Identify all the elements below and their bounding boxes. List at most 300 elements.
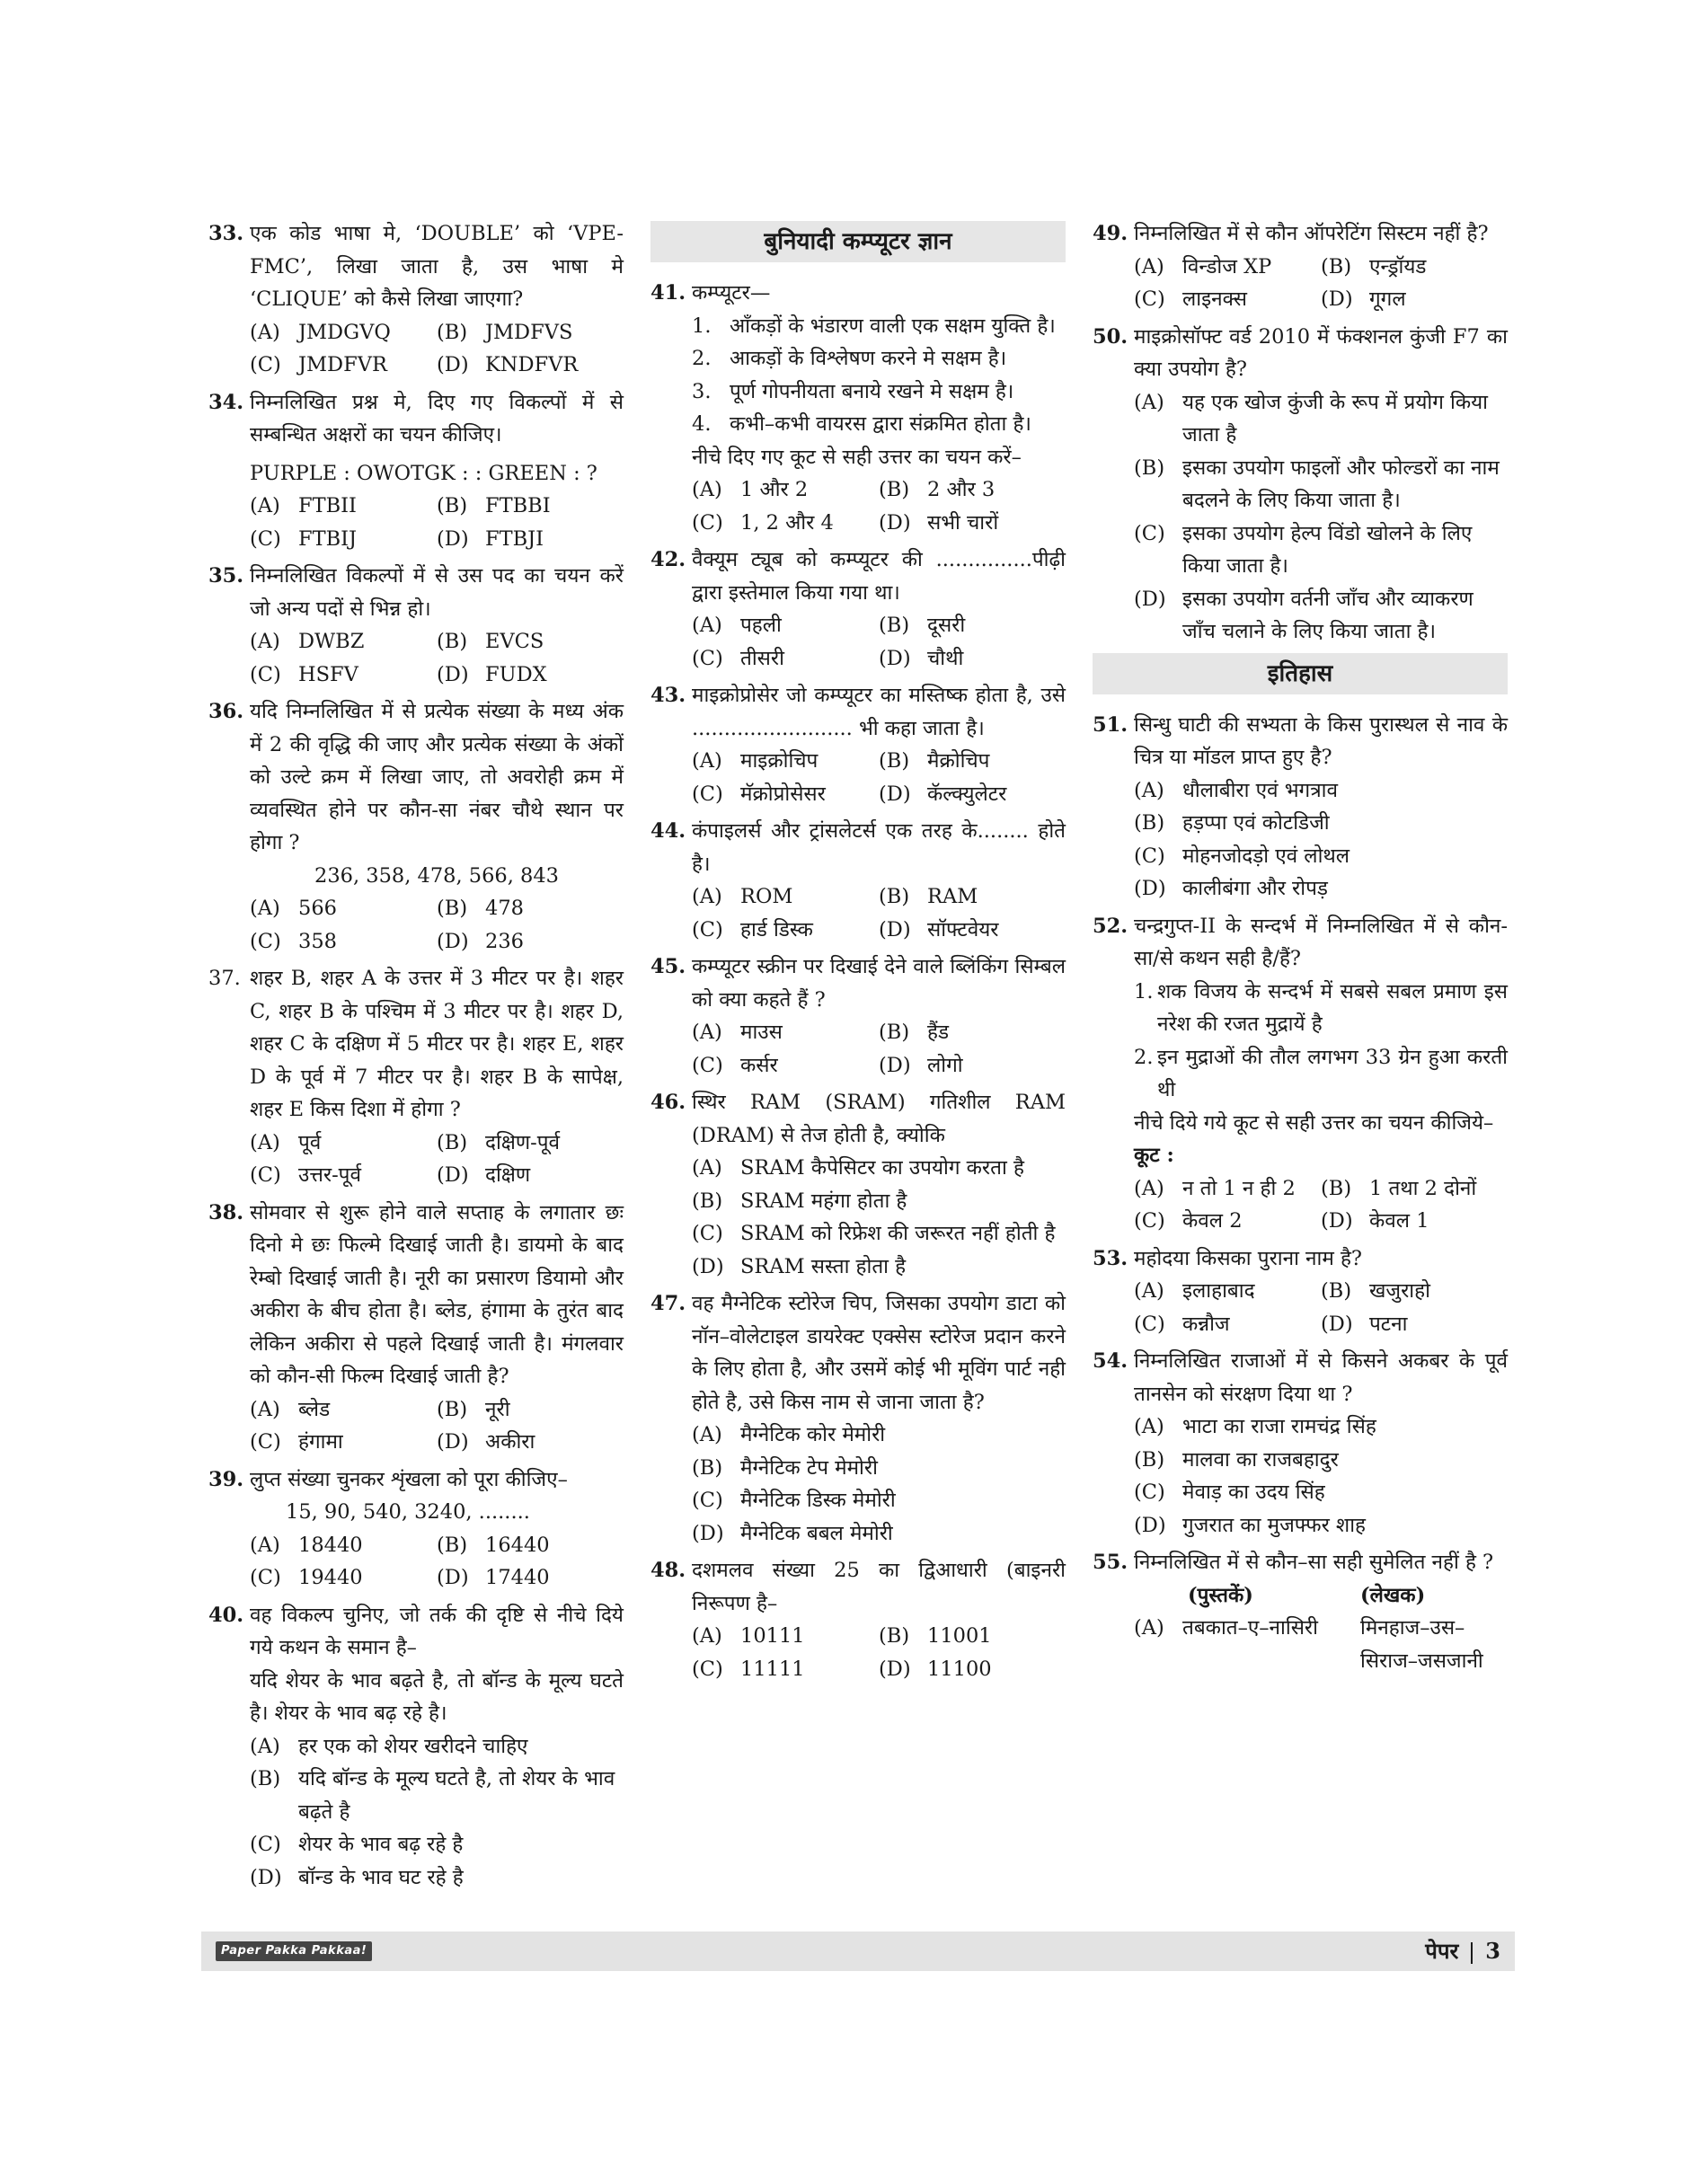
option-text: FTBIJ	[298, 526, 358, 551]
option-d	[437, 1561, 624, 1595]
option-label: (D)	[437, 662, 469, 686]
match-table-header	[1134, 1579, 1508, 1613]
option-text: JMDFVS	[485, 320, 573, 344]
option-text: 1 तथा 2 दोनों	[1369, 1176, 1477, 1200]
option-a	[1134, 251, 1321, 284]
options	[1134, 774, 1508, 906]
option-c	[692, 1049, 879, 1083]
option-label: (D)	[879, 1053, 911, 1077]
question-text: कंपाइलर्स और ट्रांसलेटर्स एक तरह के........ होते है।	[692, 819, 1066, 876]
option-label: (A)	[692, 1624, 722, 1648]
option-label: (A)	[692, 1021, 722, 1044]
option-d	[879, 914, 1066, 947]
column-left	[208, 217, 624, 1898]
statement	[1134, 1041, 1508, 1107]
option-a	[250, 316, 437, 349]
option-a	[692, 473, 879, 507]
option-text: चौथी	[927, 646, 964, 670]
option-text: केवल 1	[1369, 1209, 1429, 1233]
option-c	[692, 914, 879, 947]
option-label: (D)	[1321, 287, 1353, 311]
footer-label: पेपर	[1425, 1938, 1459, 1964]
question-number: 42.	[650, 548, 686, 571]
option-b	[1134, 452, 1508, 517]
brand-logo: Paper Pakka Pakkaa!	[216, 1941, 372, 1961]
option-label: (B)	[437, 630, 468, 653]
question-51	[1093, 709, 1508, 906]
option-a	[692, 1419, 1066, 1452]
question-33	[208, 217, 624, 382]
option-label: (B)	[879, 614, 910, 637]
option-text: दक्षिण-पूर्व	[485, 1130, 561, 1154]
option-text: एन्ड्रॉयड	[1369, 254, 1427, 278]
question-53	[1093, 1242, 1508, 1341]
option-label: (B)	[437, 494, 468, 517]
statement-number: 2.	[1134, 1045, 1154, 1069]
question-42	[650, 544, 1066, 675]
question-text: यदि निम्नलिखित में से प्रत्येक संख्या के मध्य अंक में 2 की वृद्धि की जाए और प्रत्येक संख्या के अंकों को उल्टे क्रम में लिखा जाए, तो अवरोही क्रम में व्यवस्थित होने पर कौन-सा नंबर चौथे स्थान पर होगा ?	[250, 700, 624, 854]
question-text: निम्नलिखित में से कौन ऑपरेटिंग सिस्टम नहीं है?	[1134, 222, 1489, 245]
option-label: (A)	[692, 885, 722, 908]
option-text: KNDFVR	[485, 353, 579, 376]
option-label: (B)	[879, 885, 910, 908]
question-43	[650, 679, 1066, 810]
option-text: कॅल्क्युलेटर	[927, 782, 1007, 806]
option-text: SRAM महंगा होता है	[740, 1189, 907, 1213]
option-label: (B)	[1321, 1176, 1352, 1200]
option-label: (B)	[692, 1189, 723, 1213]
question-text: वह विकल्प चुनिए, जो तर्क की दृष्टि से नीचे दिये गये कथन के समान है–	[250, 1603, 624, 1659]
option-label: (A)	[250, 320, 280, 344]
options	[692, 1419, 1066, 1550]
option-label: (B)	[1321, 254, 1352, 278]
question-38	[208, 1197, 624, 1459]
option-label: (D)	[879, 782, 911, 806]
option-text: पहली	[740, 614, 782, 637]
option-c	[1134, 283, 1321, 316]
question-extra: यदि शेयर के भाव बढ़ते है, तो बॉन्ड के मूल्य घटते है। शेयर के भाव बढ़ रहे है।	[250, 1668, 624, 1725]
koot-label: कूट :	[1134, 1144, 1174, 1167]
option-label: (D)	[879, 510, 911, 535]
options	[692, 1016, 1066, 1082]
statement-text: आँकड़ों के भंडारण वाली एक सक्षम युक्ति है।	[730, 314, 1056, 338]
option-label: (C)	[692, 917, 723, 941]
option-label: (D)	[437, 526, 469, 551]
option-d	[879, 1049, 1066, 1083]
options	[1134, 1275, 1508, 1340]
option-text: तीसरी	[740, 646, 784, 670]
option-label: (A)	[250, 897, 280, 920]
option-label: (B)	[1134, 455, 1165, 480]
option-text: पूर्व	[298, 1130, 322, 1154]
option-d	[879, 642, 1066, 676]
page-number: 3	[1485, 1938, 1500, 1964]
option-text: मैग्नेटिक डिस्क मेमोरी	[740, 1489, 896, 1512]
option-text: ब्लेड	[298, 1397, 331, 1421]
option-label: (B)	[879, 1021, 910, 1044]
options	[250, 316, 624, 382]
option-label: (A)	[250, 1397, 280, 1421]
option-a	[692, 1016, 879, 1049]
option-label: (A)	[250, 1734, 280, 1758]
option-a	[250, 1730, 624, 1764]
option-text: खजुराहो	[1369, 1279, 1430, 1303]
option-label: (B)	[437, 320, 468, 344]
option-text: JMDGVQ	[298, 320, 391, 344]
option-a	[692, 745, 879, 778]
option-c	[692, 642, 879, 676]
option-text: लाइनक्स	[1182, 287, 1247, 311]
option-b	[879, 745, 1066, 778]
option-text: पटना	[1369, 1312, 1408, 1336]
option-d	[1134, 872, 1508, 906]
option-a	[692, 880, 879, 914]
option-text: ROM	[740, 885, 793, 908]
match-row	[1134, 1612, 1508, 1677]
option-text: धौलाबीरा एवं भगत्राव	[1182, 778, 1338, 802]
option-text: मैग्नेटिक कोर मेमोरी	[740, 1423, 886, 1446]
option-b	[250, 1763, 624, 1828]
option-label: (D)	[1134, 877, 1166, 900]
question-extra: PURPLE : OWOTGK : : GREEN : ?	[250, 461, 597, 485]
option-a	[250, 1127, 437, 1160]
option-text: मैक्रोचिप	[927, 749, 990, 773]
option-label: (D)	[879, 917, 911, 941]
option-text: सॉफ्टवेयर	[927, 917, 999, 941]
statement-number: 1.	[692, 314, 712, 338]
option-a	[250, 1529, 437, 1562]
option-text: FUDX	[485, 662, 547, 686]
statement-number: 1.	[1134, 979, 1154, 1003]
option-text: 11001	[927, 1624, 992, 1648]
question-number: 50.	[1093, 324, 1128, 349]
question-number: 52.	[1093, 914, 1128, 938]
question-number: 44.	[650, 819, 686, 843]
author-name: मिनहाज–उस–सिराज–जसजानी	[1360, 1616, 1483, 1673]
option-text: मैग्नेटिक बबल मेमोरी	[740, 1521, 893, 1545]
options	[692, 473, 1066, 539]
option-text: अकीरा	[485, 1430, 535, 1454]
question-text: कम्प्यूटर—	[692, 281, 771, 305]
question-number: 34.	[208, 390, 244, 414]
question-34	[208, 386, 624, 556]
option-label: (D)	[1321, 1209, 1353, 1233]
option-label: (C)	[250, 662, 281, 686]
question-text: निम्नलिखित में से कौन–सा सही सुमेलित नहीं है ?	[1134, 1551, 1494, 1574]
option-label: (B)	[437, 1130, 468, 1154]
option-d	[1321, 1308, 1508, 1341]
option-label: (B)	[879, 478, 910, 501]
option-text: लोगो	[927, 1053, 963, 1077]
question-number: 43.	[650, 684, 686, 707]
page-label	[1425, 1932, 1500, 1971]
option-text: 10111	[740, 1624, 805, 1648]
option-label: (C)	[250, 353, 281, 376]
question-number: 41.	[650, 281, 686, 305]
statement-text: कभी–कभी वायरस द्वारा संक्रमित होता है।	[730, 412, 1031, 436]
option-d	[437, 523, 624, 556]
option-text: केवल 2	[1182, 1209, 1243, 1233]
options	[250, 1529, 624, 1595]
options	[1134, 1172, 1508, 1238]
option-a	[1134, 1172, 1321, 1206]
question-49	[1093, 217, 1508, 316]
options	[692, 609, 1066, 675]
option-label: (B)	[879, 1624, 910, 1648]
option-text: 1, 2 और 4	[740, 510, 834, 535]
option-d	[437, 1159, 624, 1192]
option-label: (A)	[692, 749, 722, 773]
option-label: (C)	[1134, 844, 1165, 868]
option-label: (A)	[1134, 1616, 1164, 1640]
option-label: (C)	[692, 1489, 723, 1512]
option-d	[879, 778, 1066, 811]
option-text: हार्ड डिस्क	[740, 917, 813, 941]
option-label: (B)	[692, 1455, 723, 1480]
question-40	[208, 1599, 624, 1895]
option-label: (A)	[1134, 1176, 1164, 1200]
option-d	[437, 659, 624, 692]
option-c	[250, 925, 437, 959]
option-label: (A)	[250, 1130, 280, 1154]
option-label: (B)	[437, 897, 468, 920]
option-text: गूगल	[1369, 287, 1406, 311]
option-text: 358	[298, 929, 337, 953]
option-text: नूरी	[485, 1397, 510, 1421]
option-label: (A)	[1134, 390, 1164, 414]
option-b	[692, 1452, 1066, 1485]
question-text: निम्नलिखित विकल्पों में से उस पद का चयन करें जो अन्य पदों से भिन्न हो।	[250, 564, 624, 621]
question-text: एक कोड भाषा मे, ‘DOUBLE’ को ‘VPE-FMC’, लिखा जाता है, उस भाषा मे ‘CLIQUE’ को कैसे लिखा जाएगा?	[250, 222, 624, 311]
options	[1134, 1410, 1508, 1542]
option-text: 1 और 2	[740, 478, 809, 501]
option-d	[437, 349, 624, 382]
option-text: 2 और 3	[927, 478, 996, 501]
option-label: (C)	[250, 1163, 281, 1187]
options	[250, 1127, 624, 1192]
question-text: निम्नलिखित प्रश्न मे, दिए गए विकल्पों में से सम्बन्धित अक्षरों का चयन कीजिए।	[250, 390, 624, 446]
option-text: मालवा का राजबहादुर	[1182, 1447, 1339, 1472]
option-label: (D)	[1321, 1312, 1353, 1336]
option-d	[879, 1653, 1066, 1686]
option-text: 478	[485, 897, 524, 920]
statement	[692, 408, 1066, 441]
option-label: (B)	[1134, 1447, 1165, 1472]
question-text: माइक्रोप्रोसेर जो कम्प्यूटर का मस्तिष्क होता है, उसे ......................... भी कहा जाता है।	[692, 684, 1066, 740]
option-b	[879, 880, 1066, 914]
option-b	[1321, 1275, 1508, 1308]
question-48	[650, 1554, 1066, 1685]
option-text: 16440	[485, 1533, 550, 1557]
option-text: हैंड	[927, 1021, 949, 1044]
option-text: 17440	[485, 1566, 550, 1589]
option-text: इलाहाबाद	[1182, 1279, 1255, 1303]
option-a	[1134, 1275, 1321, 1308]
question-text: चन्द्रगुप्त-II के सन्दर्भ में निम्नलिखित में से कौन-सा/से कथन सही है/हैं?	[1134, 914, 1508, 970]
statement-text: आकड़ों के विश्लेषण करने मे सक्षम है।	[730, 347, 1007, 370]
question-number: 49.	[1093, 222, 1128, 245]
question-number: 33.	[208, 222, 244, 245]
option-d	[437, 1426, 624, 1459]
option-label: (C)	[250, 526, 281, 551]
options	[250, 1730, 624, 1895]
option-text: HSFV	[298, 662, 358, 686]
option-a	[250, 490, 437, 523]
question-number: 35.	[208, 564, 244, 588]
option-c	[250, 1828, 624, 1861]
option-text: यह एक खोज कुंजी के रूप में प्रयोग किया जाता है	[1182, 390, 1488, 446]
option-label: (D)	[879, 1657, 911, 1681]
statement-number: 4.	[692, 412, 712, 436]
question-text: स्थिर RAM (SRAM) गतिशील RAM (DRAM) से तेज होती है, क्योकि	[692, 1091, 1066, 1147]
option-b	[692, 1185, 1066, 1218]
question-text: कम्प्यूटर स्क्रीन पर दिखाई देने वाले ब्लिंकिंग सिम्बल को क्या कहते हैं ?	[692, 955, 1066, 1012]
option-label: (B)	[437, 1397, 468, 1421]
question-44	[650, 815, 1066, 946]
option-text: 19440	[298, 1566, 363, 1589]
option-text: कन्नौज	[1182, 1312, 1230, 1336]
option-text: FTBJI	[485, 526, 544, 551]
option-label: (B)	[879, 749, 910, 773]
option-d	[250, 1861, 624, 1895]
option-label: (C)	[1134, 1209, 1165, 1233]
question-number: 40.	[208, 1603, 244, 1627]
question-46	[650, 1086, 1066, 1283]
statement	[1134, 976, 1508, 1041]
option-label: (D)	[692, 1521, 724, 1545]
option-c	[692, 1217, 1066, 1251]
option-a	[1134, 774, 1508, 808]
question-extra: नीचे दिये गये कूट से सही उत्तर का चयन कीजिये–	[1134, 1110, 1494, 1135]
option-b	[1134, 1444, 1508, 1477]
option-b	[879, 1620, 1066, 1653]
question-text: महोदया किसका पुराना नाम है?	[1134, 1246, 1362, 1270]
option-text: SRAM कैपेसिटर का उपयोग करता है	[740, 1156, 1024, 1180]
option-text: 236	[485, 929, 524, 953]
statement	[692, 376, 1066, 409]
option-text: मेवाड़ का उदय सिंह	[1182, 1481, 1325, 1504]
option-d	[437, 925, 624, 959]
option-label: (A)	[250, 1533, 280, 1557]
options	[692, 1620, 1066, 1685]
option-a	[250, 625, 437, 659]
option-label: (C)	[1134, 1312, 1165, 1336]
book-name: तबकात–ए–नासिरी	[1182, 1616, 1318, 1640]
option-label: (A)	[250, 494, 280, 517]
option-label: (C)	[250, 929, 281, 953]
question-number: 45.	[650, 955, 686, 978]
option-label: (D)	[437, 1566, 469, 1589]
column-middle	[650, 217, 1066, 1690]
number-series: 15, 90, 540, 3240, ........	[286, 1500, 530, 1524]
option-label: (B)	[250, 1767, 281, 1790]
footer-divider	[1471, 1942, 1473, 1964]
question-35	[208, 560, 624, 691]
option-b	[1134, 807, 1508, 840]
question-extra: नीचे दिए गए कूट से सही उत्तर का चयन करें–	[692, 445, 1022, 469]
option-d	[1321, 283, 1508, 316]
option-c	[692, 778, 879, 811]
options	[250, 490, 624, 555]
column-right	[1093, 217, 1508, 1682]
option-c	[692, 507, 879, 540]
option-text: कालीबंगा और रोपड़	[1182, 877, 1328, 900]
option-c	[692, 1484, 1066, 1517]
question-text: सिन्धु घाटी की सभ्यता के किस पुरास्थल से नाव के चित्र या मॉडल प्राप्त हुए है?	[1134, 712, 1508, 769]
option-d	[692, 1251, 1066, 1284]
option-label: (D)	[437, 1163, 469, 1187]
authors-column-header: (लेखक)	[1360, 1583, 1426, 1607]
statement-number: 2.	[692, 347, 712, 370]
option-label: (D)	[437, 1430, 469, 1454]
option-b	[437, 625, 624, 659]
option-label: (D)	[437, 353, 469, 376]
option-text: विन्डोज XP	[1182, 254, 1272, 278]
question-number: 36.	[208, 700, 244, 723]
statement	[692, 342, 1066, 376]
option-text: RAM	[927, 885, 978, 908]
options	[250, 892, 624, 958]
option-text: कर्सर	[740, 1053, 778, 1077]
question-number: 51.	[1093, 712, 1128, 737]
option-text: माइक्रोचिप	[740, 749, 819, 773]
option-label: (C)	[250, 1833, 281, 1856]
options	[250, 625, 624, 691]
option-text: भाटा का राजा रामचंद्र सिंह	[1182, 1415, 1376, 1438]
option-text: यदि बॉन्ड के मूल्य घटते है, तो शेयर के भाव बढ़ते है	[298, 1767, 615, 1824]
option-label: (D)	[437, 929, 469, 953]
option-label: (A)	[692, 478, 722, 501]
option-label: (C)	[692, 1657, 723, 1681]
question-number: 38.	[208, 1200, 244, 1224]
option-b	[1321, 251, 1508, 284]
option-a	[250, 892, 437, 925]
option-d	[1321, 1205, 1508, 1238]
statement-text: शक विजय के सन्दर्भ में सबसे सबल प्रमाण इस नरेश की रजत मुद्रायें है	[1157, 979, 1508, 1036]
option-text: 11111	[740, 1657, 805, 1681]
option-b	[437, 1127, 624, 1160]
option-b	[1321, 1172, 1508, 1206]
options	[1134, 386, 1508, 649]
option-text: JMDFVR	[298, 353, 387, 376]
options	[250, 1393, 624, 1459]
question-41	[650, 277, 1066, 539]
option-label: (A)	[692, 614, 722, 637]
option-c	[1134, 1205, 1321, 1238]
option-c	[250, 349, 437, 382]
option-label: (B)	[437, 1533, 468, 1557]
option-text: बॉन्ड के भाव घट रहे है	[298, 1865, 464, 1889]
option-a	[250, 1393, 437, 1427]
option-label: (A)	[1134, 254, 1164, 278]
question-number: 55.	[1093, 1551, 1128, 1574]
option-label: (A)	[1134, 778, 1164, 802]
options	[1134, 251, 1508, 316]
question-text: माइक्रोसॉफ्ट वर्ड 2010 में फंक्शनल कुंजी F7 का क्या उपयोग है?	[1134, 324, 1508, 381]
option-label: (A)	[1134, 1415, 1164, 1438]
options	[692, 1152, 1066, 1283]
question-number: 37.	[208, 967, 241, 990]
question-text: सोमवार से शुरू होने वाले सप्ताह के लगातार छः दिनो मे छः फिल्मे दिखाई जाती है। डायमो के बाद रेम्बो दिखाई जाती है। नूरी का प्रसारण डियामो और अकीरा के बीच होता है। ब्लेड, हंगामा के तुरंत बाद लेकिन अकीरा से पहले दिखाई जाती है। मंगलवार को कौन-सी फिल्म दिखाई जाती है?	[250, 1200, 624, 1388]
number-series: 236, 358, 478, 566, 843	[314, 863, 559, 888]
option-c	[692, 1653, 879, 1686]
option-label: (A)	[250, 630, 280, 653]
question-50	[1093, 321, 1508, 649]
option-label: (C)	[1134, 287, 1165, 311]
question-47	[650, 1287, 1066, 1550]
option-c	[250, 1159, 437, 1192]
option-text: हर एक को शेयर खरीदने चाहिए	[298, 1734, 528, 1758]
